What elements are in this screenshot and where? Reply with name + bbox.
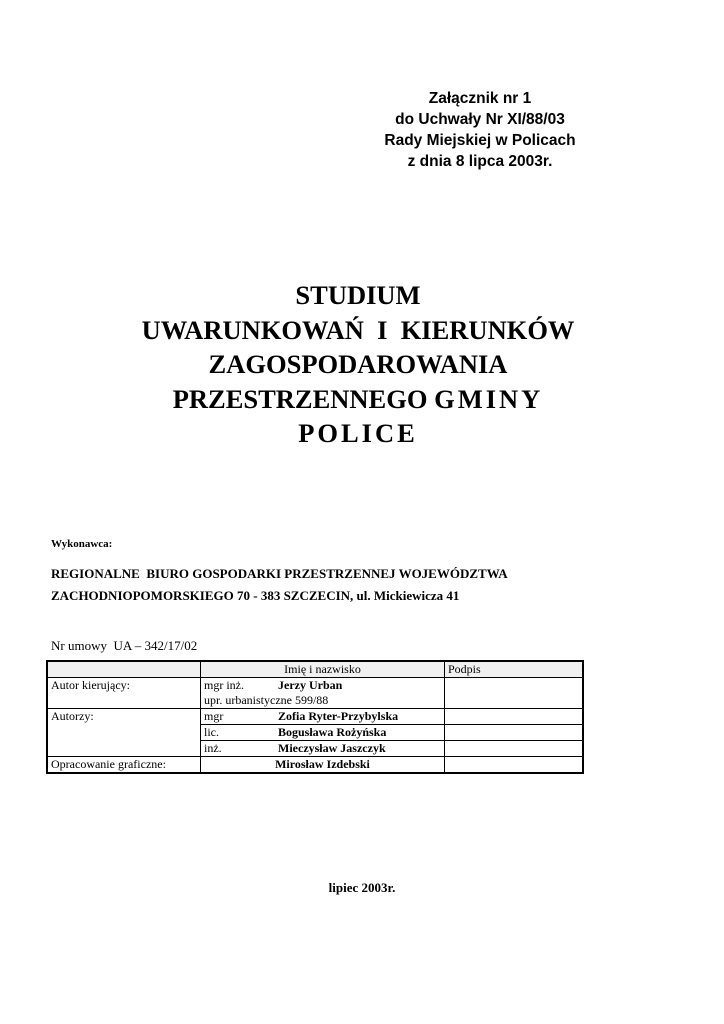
author-3-title: inż.: [204, 741, 222, 755]
author-3-sign: [445, 741, 584, 757]
author-2-sign: [445, 725, 584, 741]
document-date: lipiec 2003r.: [328, 880, 396, 895]
title-line-1: STUDIUM: [295, 280, 421, 310]
lead-label-cont: [47, 693, 201, 709]
title-line-4-a: PRZESTRZENNEGO: [172, 383, 435, 414]
author-3-name: Mieczysław Jaszczyk: [278, 741, 386, 755]
title-line-4-b: GMINY: [434, 383, 544, 414]
annex-line-1: Załącznik nr 1: [428, 90, 532, 107]
annex-block: [350, 88, 610, 172]
authors-label-cont: [47, 725, 201, 741]
graphic-name: Mirosław Izdebski: [201, 757, 445, 774]
table-row: [47, 693, 583, 709]
lead-label: Autor kierujący:: [47, 678, 201, 694]
table-row: [47, 757, 583, 774]
title-line-3: ZAGOSPODAROWANIA: [208, 349, 508, 379]
title-line-2: UWARUNKOWAŃ I KIERUNKÓW: [141, 314, 575, 345]
author-1-name: Zofia Ryter-Przybylska: [278, 709, 399, 723]
author-2-title: lic.: [204, 725, 219, 739]
executor-line-2: ZACHODNIOPOMORSKIEGO 70 - 383 SZCZECIN, ul. Mickiewicza 41: [51, 588, 460, 603]
author-2-name: Bogusława Rożyńska: [278, 725, 387, 739]
authors-label: Autorzy:: [47, 709, 201, 725]
annex-line-4: z dnia 8 lipca 2003r.: [407, 153, 553, 170]
lead-title: mgr inż.: [204, 678, 244, 692]
header-empty-cell: [47, 661, 201, 678]
header-sign: Podpis: [445, 661, 584, 678]
executor-label: Wykonawca:: [51, 538, 113, 550]
header-name: Imię i nazwisko: [201, 661, 445, 678]
authors-table: [46, 660, 584, 774]
executor-line-1: REGIONALNE BIURO GOSPODARKI PRZESTRZENNEJ WOJEWÓDZTWA: [51, 566, 508, 581]
lead-sign-cell: [445, 678, 584, 694]
annex-line-2: do Uchwały Nr XI/88/03: [395, 111, 565, 128]
document-title: [60, 278, 656, 451]
table-row: [47, 741, 583, 757]
annex-line-3: Rady Miejskiej w Policach: [384, 132, 576, 149]
author-1-cell: [201, 709, 445, 725]
authors-label-cont: [47, 741, 201, 757]
table-row: [47, 678, 583, 694]
table-row: [47, 725, 583, 741]
table-row: [47, 709, 583, 725]
author-1-title: mgr: [204, 709, 224, 723]
executor-block: [51, 563, 508, 607]
lead-name: Jerzy Urban: [278, 678, 343, 692]
graphic-sign: [445, 757, 584, 774]
graphic-label: Opracowanie graficzne:: [47, 757, 201, 774]
lead-cert: upr. urbanistyczne 599/88: [201, 693, 445, 709]
table-header-row: [47, 661, 583, 678]
author-2-cell: [201, 725, 445, 741]
contract-number: Nr umowy UA – 342/17/02: [51, 638, 198, 653]
title-line-4: [60, 382, 656, 417]
lead-name-cell: [201, 678, 445, 694]
author-3-cell: [201, 741, 445, 757]
lead-sign-cont: [445, 693, 584, 709]
author-1-sign: [445, 709, 584, 725]
title-line-5: POLICE: [298, 418, 418, 448]
